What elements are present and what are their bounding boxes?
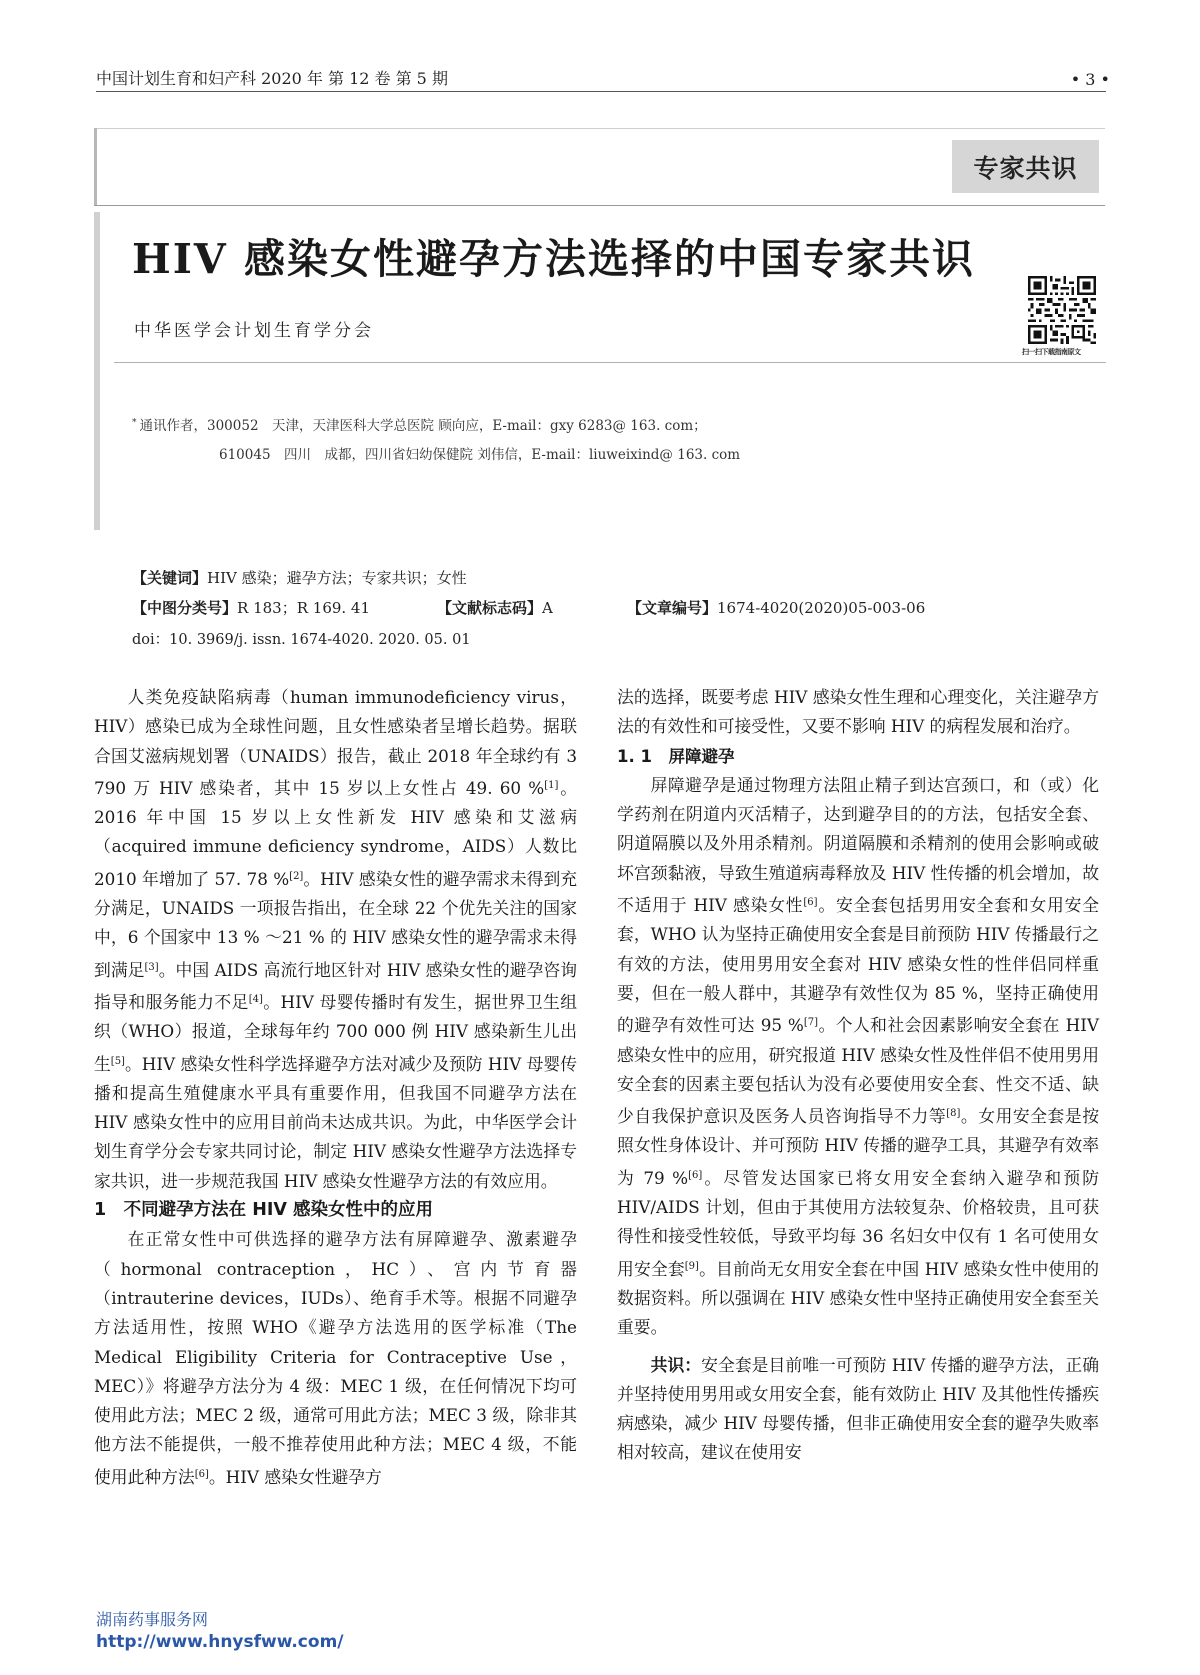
journal-running-head: 中国计划生育和妇产科 2020 年 第 12 卷 第 5 期 [96,69,448,88]
classification-line [132,597,926,618]
section-1-heading: 1 不同避孕方法在 HIV 感染女性中的应用 [94,1200,434,1221]
article-author: 中华医学会计划生育学分会 [134,321,374,341]
article-title: HIV 感染女性避孕方法选择的中国专家共识 [132,235,975,283]
citation-ref: [5] [110,1055,125,1067]
consensus-paragraph: 共识：安全套是目前唯一可预防 HIV 传播的避孕方法，正确并坚持使用男用或女用安全套，能有效防止 HIV 及其他性传播疾病感染，减少 HIV 母婴传播，但非正确使用安全套的避孕失败率相对较高，建议在使用安 [617,1354,1099,1463]
title-divider [114,362,1106,363]
correspondence-line-1 [132,414,707,434]
article-no-label: 【文章编号】 [627,599,718,617]
watermark-url[interactable]: http://www.hnysfww.com/ [96,1632,344,1652]
doi-line: doi：10. 3969/j. issn. 1674-4020. 2020. 05. 01 [132,632,471,648]
barrier-paragraph: 屏障避孕是通过物理方法阻止精子到达宫颈口，和（或）化学药剂在阴道内灭活精子，达到避孕目的的方法，包括安全套、阴道隔膜以及外用杀精剂。阴道隔膜和杀精剂的使用会影响或破坏宫颈黏液，导致生殖道病毒释放及 HIV 性传播的机会增加，故不适用于 HIV 感染女性[6]。安全套包括男用安全套和女用安全套，WHO 认为坚持正确使用安全套是目前预防 HIV 传播最行之有效的方法，使用男用安全套对 HIV 感染女性的性伴侣同样重要，但在一般人群中，其避孕有效性仅为 85 %，坚持正确使用的避孕有效性可达 95 %[7]。个人和社会因素影响安全套在 HIV 感染女性中的应用，研究报道 HIV 感染女性及性伴侣不使用男用安全套的因素主要包括认为没有必要使用安全套、性交不适、缺少自我保护意识及医务人员咨询指导不力等[8]。女用安全套是按照女性身体设计、并可预防 HIV 传播的避孕工具，其避孕有效率为 79 %[6]。尽管发达国家已将女用安全套纳入避孕和预防 HIV/AIDS 计划，但由于其使用方法较复杂、价格较贵，且可获得性和接受性较低，导致平均每 36 名妇女中仅有 1 名可使用女用安全套[9]。目前尚无女用安全套在中国 HIV 感染女性中使用的数据资料。所以强调在 HIV 感染女性中坚持正确使用安全套至关重要。 [617,774,1100,1338]
keywords-line [132,567,467,588]
citation-ref: [6] [803,897,818,909]
citation-ref: [7] [803,1017,818,1029]
citation-ref: [4] [248,993,263,1005]
keywords-label: 【关键词】 [132,569,208,587]
citation-ref: [8] [946,1108,961,1120]
doc-code-value: A [542,599,553,617]
banner-bottom-line [94,205,1105,206]
qr-caption: 扫一扫下载指南原文 [1022,348,1081,356]
clc-group [132,599,370,617]
citation-ref: [2] [289,870,304,882]
banner-top-line [94,128,1105,129]
doc-code-group [437,597,553,618]
article-no-group [627,597,925,618]
body-left-column [94,683,577,1492]
keywords-text: HIV 感染；避孕方法；专家共识；女性 [207,569,467,587]
qr-code-icon [1026,276,1098,344]
continued-paragraph: 法的选择，既要考虑 HIV 感染女性生理和心理变化，关注避孕方法的有效性和可接受性，又要不影响 HIV 的病程发展和治疗。 [617,687,1099,737]
subsection-1-1-heading: 1. 1 屏障避孕 [617,746,735,766]
correspondence-line-2: 610045 四川 成都，四川省妇幼保健院 刘伟信，E-mail：liuweixind@ 163. com [219,447,741,463]
citation-ref: [1] [544,779,559,791]
column-banner [94,128,1105,206]
correspondence-text-1: 通讯作者，300052 天津，天津医科大学总医院 顾向应，E-mail：gxy 6283@ 163. com； [139,418,707,434]
citation-ref: [6] [194,1468,209,1480]
banner-left-edge [94,128,97,206]
doc-code-label: 【文献标志码】 [437,599,543,617]
citation-ref: [9] [684,1260,699,1272]
header-rule [96,91,1106,92]
clc-label: 【中图分类号】 [132,599,238,617]
consensus-label: 共识： [650,1354,702,1375]
intro-paragraph: 人类免疫缺陷病毒（human immunodeficiency virus，HIV）感染已成为全球性问题，且女性感染者呈增长趋势。据联合国艾滋病规划署（UNAIDS）报告，截止 2018 年全球约有 3 790 万 HIV 感染者，其中 15 岁以上女性占 49. 60 %[1]。2016 年中国 15 岁以上女性新发 HIV 感染和艾滋病（acquired immune deficiency syndrome，AIDS）人数比 2010 年增加了 57. 78 %[2]。HIV 感染女性的避孕需求未得到充分满足，UNAIDS 一项报告指出，在全球 22 个优先关注的国家中，6 个国家中 13 % ～21 % 的 HIV 感染女性的避孕需求未得到满足[3]。中国 AIDS 高流行地区针对 HIV 感染女性的避孕咨询指导和服务能力不足[4]。HIV 母婴传播时有发生，据世界卫生组织（WHO）报道，全球每年约 700 000 例 HIV 感染新生儿出生[5]。HIV 感染女性科学选择避孕方法对减少及预防 HIV 母婴传播和提高生殖健康水平具有重要作用，但我国不同避孕方法在 HIV 感染女性中的应用目前尚未达成共识。为此，中华医学会计划生育学分会专家共同讨论，制定 HIV 感染女性避孕方法选择专家共识，进一步规范我国 HIV 感染女性避孕方法的有效应用。 [94,687,578,1191]
clc-value: R 183；R 169. 41 [237,599,371,617]
section-1-paragraph: 在正常女性中可供选择的避孕方法有屏障避孕、激素避孕（hormonal contraception，HC）、宫内节育器（intrauterine devices，IUDs）、绝育手术等。根据不同避孕方法适用性，按照 WHO《避孕方法选用的医学标准（The Medical Eligibility Criteria for Contraceptive Use，MEC）》将避孕方法分为 4 级：MEC 1 级，在任何情况下均可使用此方法；MEC 2 级，通常可用此方法；MEC 3 级，除非其他方法不能提供，一般不推荐使用此种方法；MEC 4 级，不能使用此种方法[6]。HIV 感染女性避孕方 [94,1229,577,1487]
citation-ref: [6] [688,1169,703,1181]
column-tag: 专家共识 [952,140,1099,193]
page-number: • 3 • [1070,70,1110,89]
citation-ref: [3] [144,961,159,973]
article-no-value: 1674-4020(2020)05-003-06 [717,599,926,617]
body-right-column [617,683,1099,1468]
footnote-marker: * [132,418,137,428]
watermark-site-name: 湖南药事服务网 [96,1610,209,1629]
title-side-bar [94,212,100,530]
